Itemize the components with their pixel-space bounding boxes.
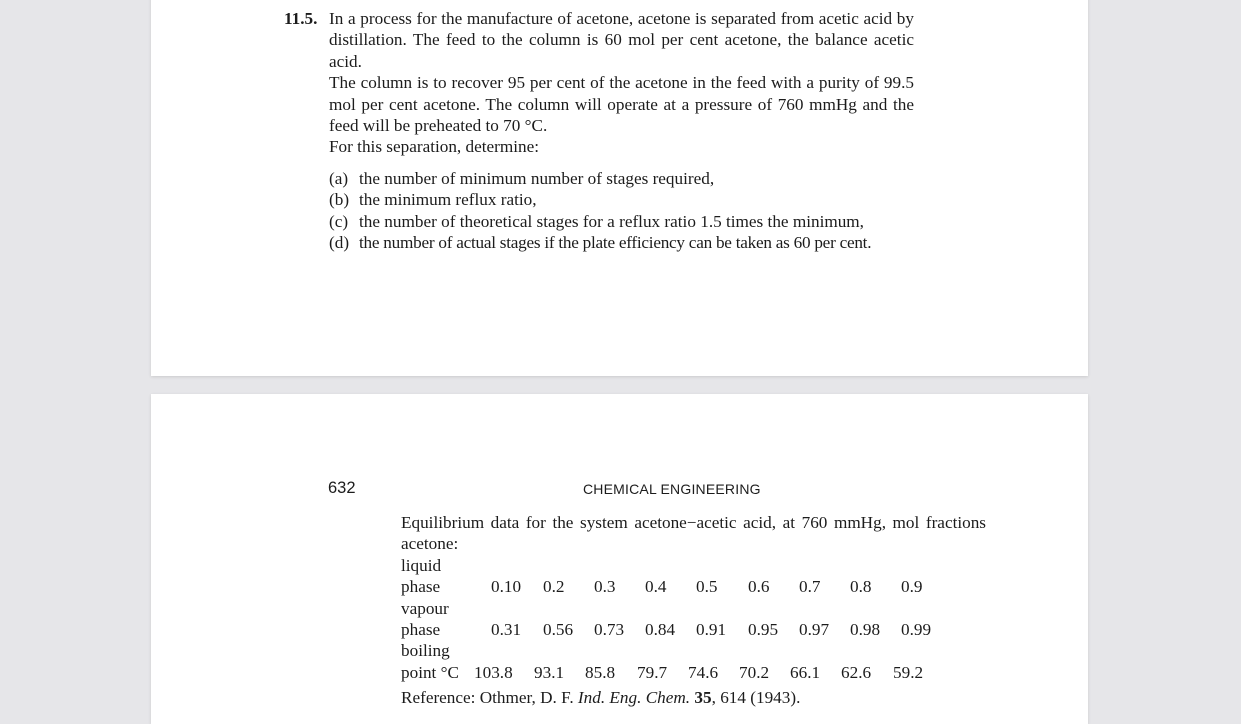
liquid-phase-row (401, 576, 986, 597)
equilibrium-intro: Equilibrium data for the system acetone−acetic acid, at 760 mmHg, mol fractions acetone: (401, 513, 986, 554)
vapour-phase-row (401, 619, 986, 640)
reference-rest: , 614 (1943). (711, 688, 801, 708)
question-label: (c) (329, 211, 349, 231)
question-text: the minimum reflux ratio, (359, 190, 537, 210)
question-item-a (329, 168, 914, 189)
table-cell: 0.31 (491, 619, 522, 639)
question-text: the number of theoretical stages for a reflux ratio 1.5 times the minimum, (359, 211, 864, 231)
reference-volume: 35 (694, 688, 712, 708)
row-label: boiling (401, 641, 450, 661)
problem-paragraph-3: For this separation, determine: (329, 137, 540, 157)
problem-paragraph-1: In a process for the manufacture of acetone, acetone is separated from acetic acid by distillation. The feed to the column is 60 mol per cent acetone, the balance acetic acid. (329, 9, 914, 71)
table-cell: 0.8 (850, 577, 872, 597)
problem-statement (329, 8, 914, 158)
table-cell: 0.97 (799, 619, 830, 639)
problem-paragraph-2: The column is to recover 95 per cent of the acetone in the feed with a purity of 99.5 mol per cent acetone. The column will operate at a pressure of 760 mmHg and the feed will be preheated to 70 °C. (329, 73, 914, 136)
table-cell: 0.98 (850, 619, 881, 639)
reference (401, 687, 986, 708)
question-item-d (329, 232, 914, 253)
question-label: (a) (329, 168, 349, 188)
row-label: phase (401, 577, 441, 597)
question-text: the number of actual stages if the plate efficiency can be taken as 60 per cent. (359, 233, 872, 253)
boiling-label-row (401, 640, 986, 661)
table-cell: 0.73 (594, 619, 625, 639)
table-cell: 85.8 (585, 662, 616, 682)
table-cell: 93.1 (534, 662, 565, 682)
liquid-label-row (401, 555, 986, 576)
table-cell: 70.2 (739, 662, 770, 682)
table-cell: 0.91 (696, 619, 727, 639)
equilibrium-data (401, 512, 986, 709)
row-label: vapour (401, 598, 449, 618)
table-cell: 74.6 (688, 662, 719, 682)
table-cell: 59.2 (893, 662, 924, 682)
row-label: liquid (401, 555, 442, 575)
table-cell: 103.8 (474, 662, 513, 682)
table-cell: 0.6 (748, 577, 770, 597)
table-cell: 0.5 (696, 577, 718, 597)
problem-number: 11.5. (284, 9, 318, 28)
table-cell: 0.7 (799, 577, 821, 597)
question-item-c (329, 211, 914, 232)
question-label: (d) (329, 233, 350, 253)
table-cell: 62.6 (841, 662, 872, 682)
table-cell: 0.95 (748, 619, 779, 639)
boiling-point-row (401, 662, 986, 683)
row-label: phase (401, 619, 441, 639)
reference-prefix: Reference: Othmer, D. F. (401, 688, 578, 708)
question-list (329, 168, 914, 254)
problem-11-5 (284, 8, 914, 253)
table-cell: 0.99 (901, 619, 932, 639)
page-lower (151, 394, 1088, 724)
table-cell: 0.56 (543, 619, 574, 639)
question-item-b (329, 189, 914, 210)
vapour-label-row (401, 598, 986, 619)
question-label: (b) (329, 190, 350, 210)
table-cell: 0.3 (594, 577, 616, 597)
table-cell: 0.9 (901, 577, 923, 597)
table-cell: 0.10 (491, 577, 522, 597)
table-cell: 66.1 (790, 662, 821, 682)
table-cell: 79.7 (637, 662, 668, 682)
running-title: CHEMICAL ENGINEERING (583, 481, 761, 497)
reference-journal: Ind. Eng. Chem. (577, 688, 691, 708)
page-number: 632 (328, 479, 356, 497)
row-label: point °C (401, 662, 459, 682)
table-cell: 0.2 (543, 577, 565, 597)
question-text: the number of minimum number of stages required, (359, 168, 715, 188)
table-cell: 0.4 (645, 577, 667, 597)
page-upper (151, 0, 1088, 376)
table-cell: 0.84 (645, 619, 676, 639)
